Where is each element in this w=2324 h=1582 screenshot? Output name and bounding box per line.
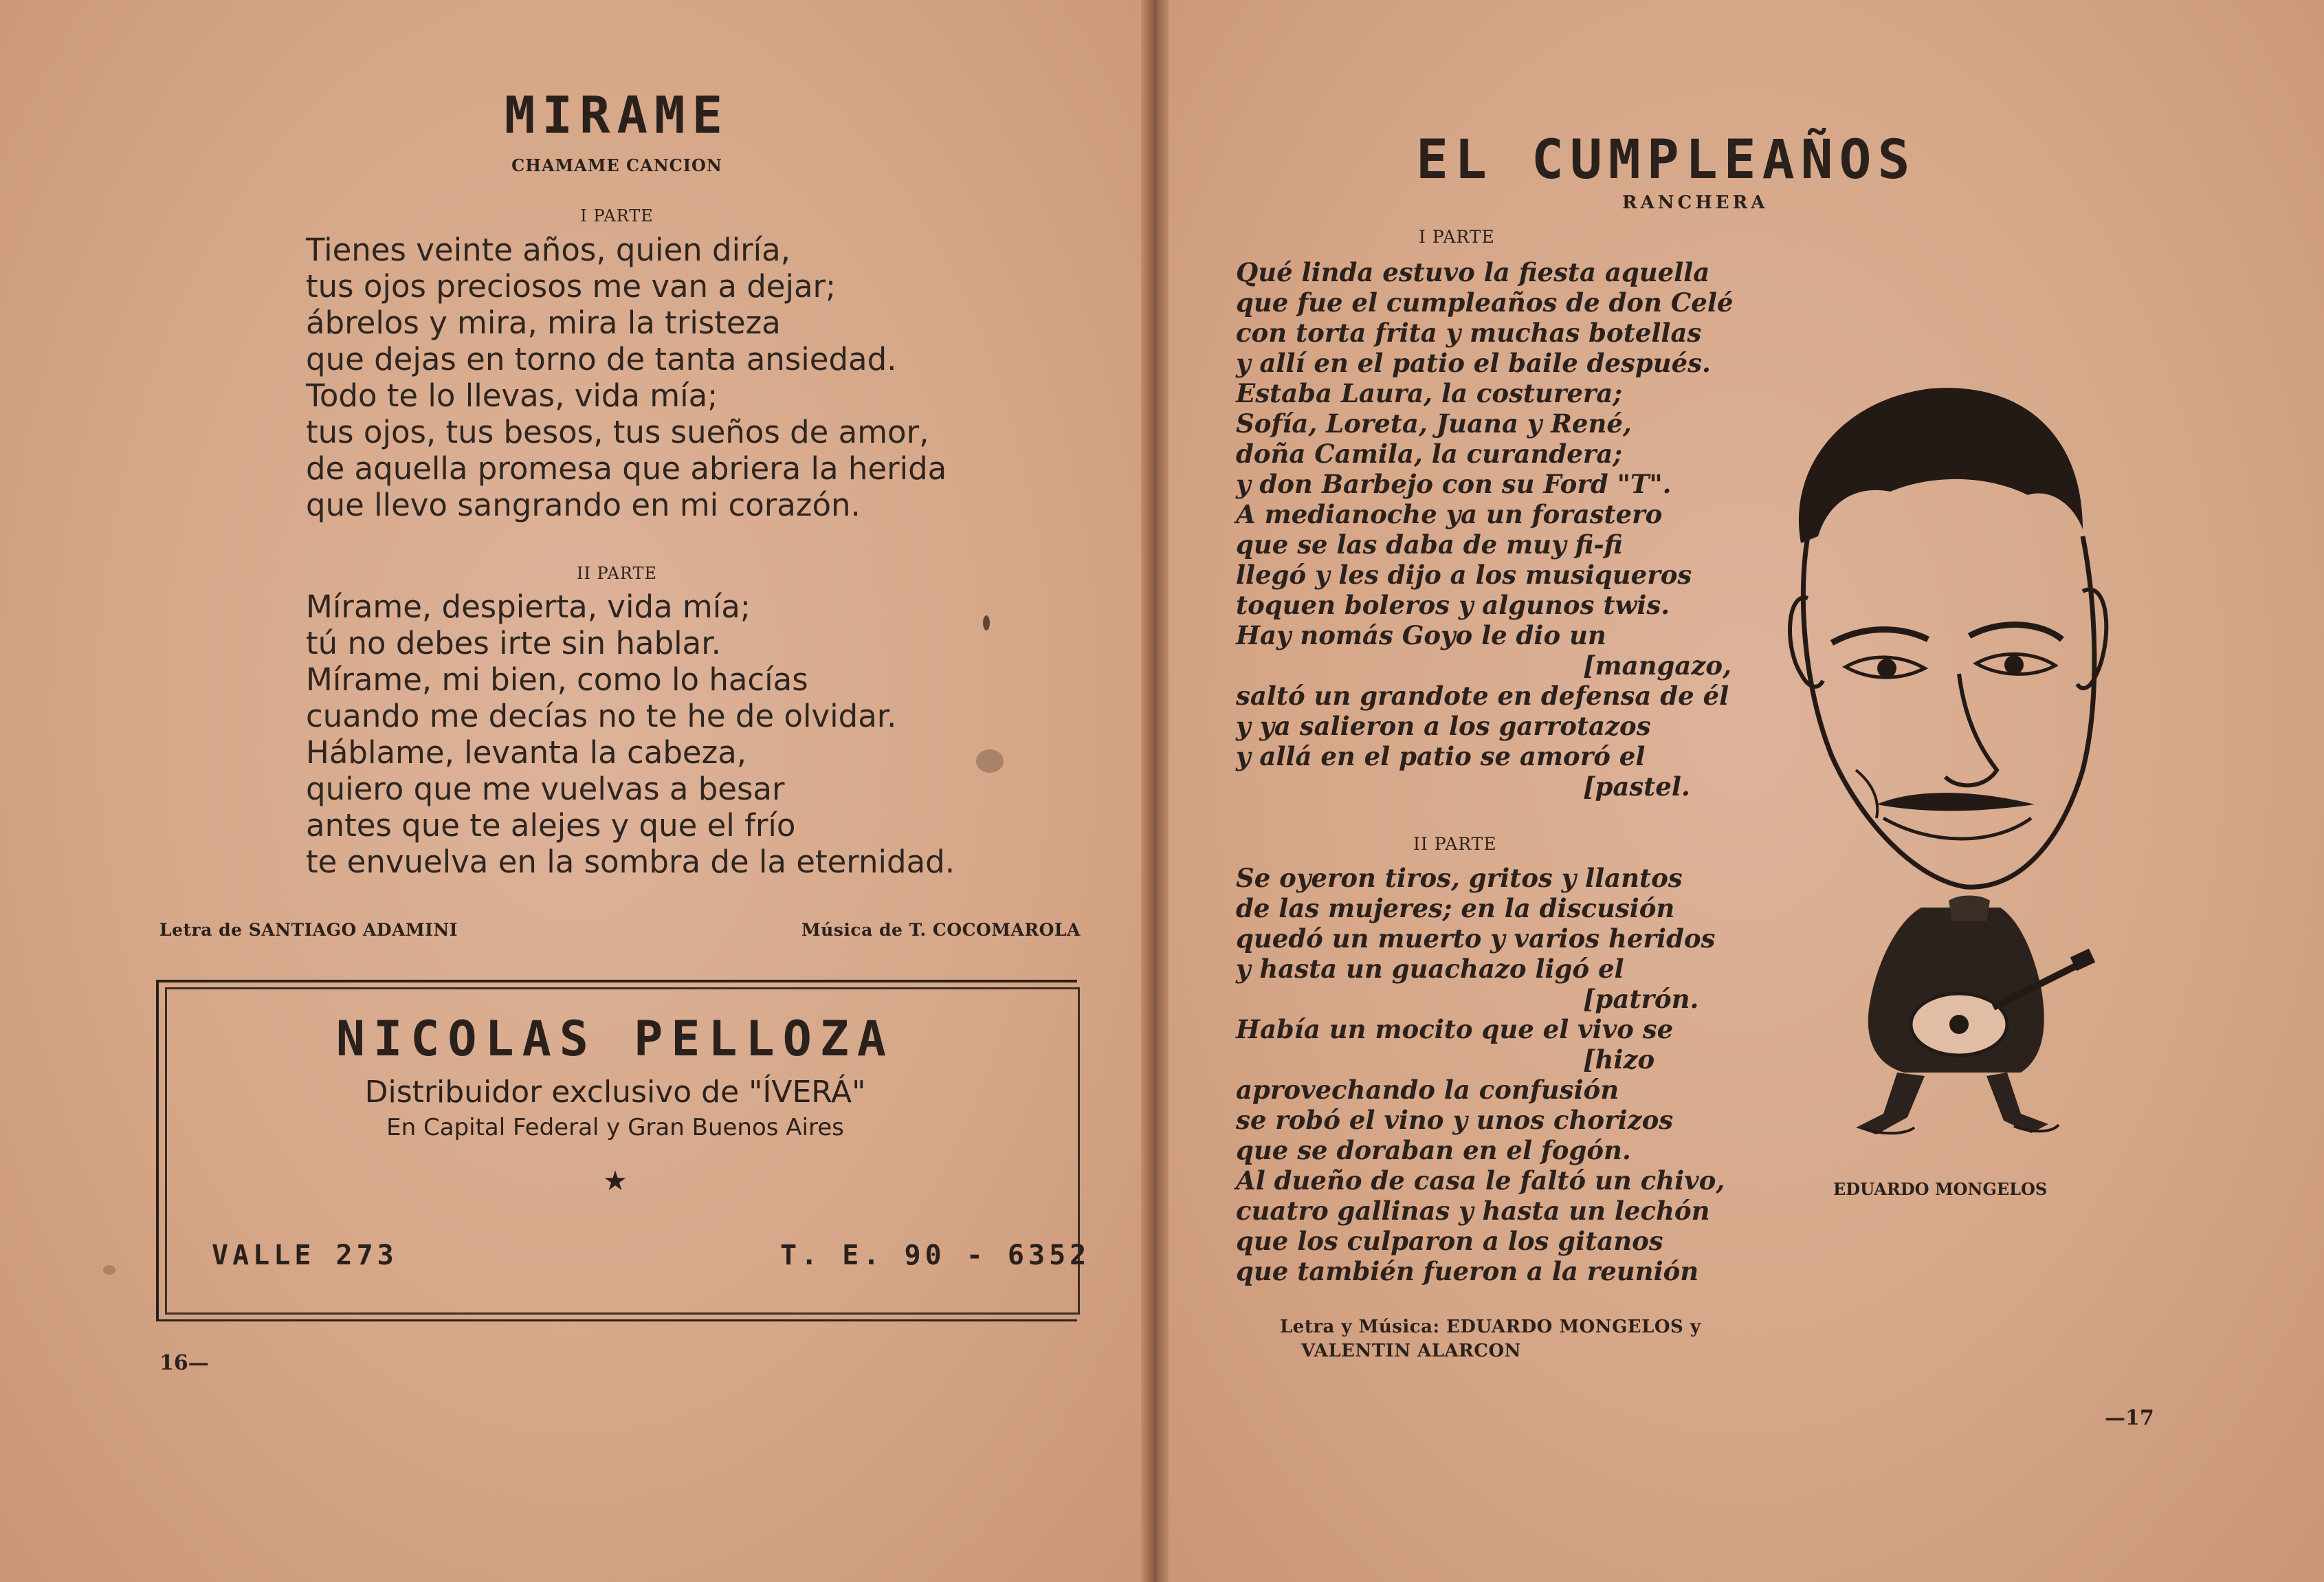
page-number-left: 16— [159,1351,209,1375]
verse-line: se robó el vino y unos chorizos [1236,1105,1674,1135]
part-label: II PARTE [576,564,658,583]
star-icon: ★ [603,1165,628,1197]
song-subtitle-el-cumpleanos: RANCHERA [1622,193,1769,213]
verse-line: doña Camila, la curandera; [1236,439,1622,469]
verse-part1-el-cumpleanos [1236,257,1733,802]
verse-line: antes que te alejes y que el frío [306,807,796,844]
verse-line: aprovechando la confusión [1236,1075,1619,1105]
verse-line: y allí en el patio el baile después. [1236,348,1711,378]
verse-line: que los culparon a los gitanos [1236,1226,1663,1256]
verse-part2-el-cumpleanos [1236,863,1725,1286]
verse-line: toquen boleros y algunos twis. [1236,590,1670,620]
song-title-el-cumpleanos: EL CUMPLEAÑOS [1416,129,1916,191]
verse-line: y allá en el patio se amoró el [1236,741,1646,771]
lyrics-credit: Letra de SANTIAGO ADAMINI [159,920,458,940]
verse-line: y hasta un guachazo ligó el [1236,954,1624,984]
advertiser-address: VALLE 273 [212,1240,398,1271]
verse-part2-mirame [306,589,955,880]
verse-line: tus ojos preciosos me van a dejar; [306,268,837,305]
verse-line: que se las daba de muy fi-fi [1236,529,1623,560]
credit-line-2: VALENTIN ALARCON [1301,1341,1521,1361]
book-gutter [1141,0,1169,1582]
verse-line: Háblame, levanta la cabeza, [306,734,747,771]
verse-line: cuatro gallinas y hasta un lechón [1236,1196,1710,1226]
advertiser-description: Distribuidor exclusivo de "ÍVERÁ" [364,1075,866,1110]
verse-line: Al dueño de casa le faltó un chivo, [1236,1165,1725,1196]
verse-line: de aquella promesa que abriera la herida [306,450,947,487]
verse-line: [pastel. [1583,771,1690,802]
verse-part1-mirame [306,232,947,523]
verse-line: Hay nomás Goyo le dio un [1236,620,1606,650]
verse-line: tus ojos, tus besos, tus sueños de amor, [306,414,929,450]
part-label: I PARTE [1419,227,1495,247]
verse-line: de las mujeres; en la discusión [1236,893,1675,923]
verse-line: que fue el cumpleaños de don Celé [1236,287,1734,318]
verse-line: [hizo [1583,1044,1655,1075]
ink-spot [983,615,990,630]
verse-line: te envuelva en la sombra de la eternidad. [306,844,955,880]
verse-line: A medianoche ya un forastero [1236,499,1663,529]
paper-stain [976,749,1004,773]
verse-line: Había un mocito que el vivo se [1236,1014,1674,1044]
verse-line: tú no debes irte sin hablar. [306,625,721,661]
verse-line: quiero que me vuelvas a besar [306,771,785,807]
verse-line: quedó un muerto y varios heridos [1236,923,1716,954]
verse-line: ábrelos y mira, mira la tristeza [306,305,781,341]
verse-line: que se doraban en el fogón. [1236,1135,1631,1165]
verse-line: Sofía, Loreta, Juana y René, [1236,408,1632,439]
verse-line: y don Barbejo con su Ford "T". [1236,469,1672,499]
verse-line: Mírame, despierta, vida mía; [306,589,751,625]
paper-stain [103,1265,115,1275]
verse-line: con torta frita y muchas botellas [1236,318,1702,348]
verse-line: llegó y les dijo a los musiqueros [1236,560,1692,590]
advertiser-name: NICOLAS PELLOZA [335,1011,895,1067]
verse-line: [mangazo, [1583,650,1731,681]
verse-line: Todo te lo llevas, vida mía; [306,377,718,414]
verse-line: que llevo sangrando en mi corazón. [306,487,861,523]
portrait-caption: EDUARDO MONGELOS [1833,1179,2048,1199]
caricature-portrait-illustration [1760,371,2145,1148]
verse-line: [patrón. [1583,984,1699,1014]
page-number-right: —17 [2105,1406,2154,1430]
verse-line: y ya salieron a los garrotazos [1236,711,1651,741]
credit-line-1: Letra y Música: EDUARDO MONGELOS y [1280,1317,1701,1337]
part-label: I PARTE [580,206,654,226]
advertiser-area: En Capital Federal y Gran Buenos Aires [386,1114,844,1141]
music-credit: Música de T. COCOMAROLA [801,920,1081,940]
part-label: II PARTE [1413,834,1497,854]
song-subtitle-mirame: CHAMAME CANCION [511,155,722,175]
verse-line: saltó un grandote en defensa de él [1236,681,1729,711]
song-title-mirame: MIRAME [504,86,730,145]
verse-line: que también fueron a la reunión [1236,1256,1699,1286]
verse-line: Qué linda estuvo la fiesta aquella [1236,257,1710,287]
verse-line: Estaba Laura, la costurera; [1236,378,1623,408]
verse-line: cuando me decías no te he de olvidar. [306,698,897,734]
advertiser-phone: T. E. 90 - 6352 [780,1240,1091,1271]
verse-line: que dejas en torno de tanta ansiedad. [306,341,897,377]
verse-line: Tienes veinte años, quien diría, [306,232,790,268]
verse-line: Se oyeron tiros, gritos y llantos [1236,863,1683,893]
verse-line: Mírame, mi bien, como lo hacías [306,661,808,698]
